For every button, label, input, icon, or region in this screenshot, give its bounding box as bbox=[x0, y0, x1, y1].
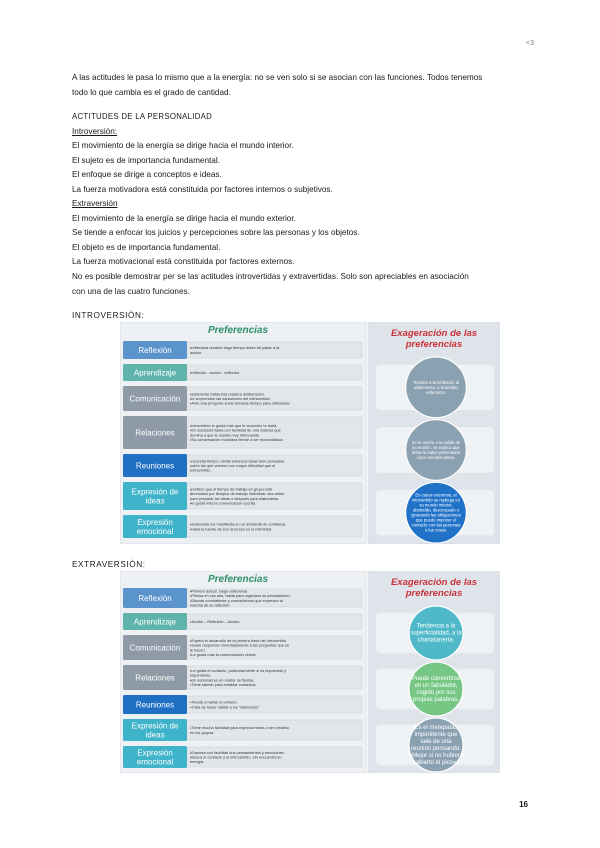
preference-description-line: •En sociedad es un orador de fiestas. bbox=[190, 677, 255, 683]
preference-row bbox=[123, 416, 362, 449]
preference-label: emocional bbox=[136, 527, 174, 536]
preference-description-line: •reflexión - acción - reflexión. bbox=[190, 370, 241, 375]
preference-row bbox=[123, 746, 362, 768]
preference-label: Aprendizaje bbox=[133, 368, 177, 378]
exaggeration-text-line: Es el metepatas bbox=[414, 725, 458, 731]
introversion-figure bbox=[120, 322, 500, 544]
preference-label: Reuniones bbox=[135, 461, 175, 471]
introversion-line: La fuerza motivadora está constituida por factores internos o subjetivos. bbox=[72, 184, 333, 194]
conclusion-line: No es posible demostrar per se las actitudes introvertidas y extravertidas. Solo son apreciables en asociación bbox=[72, 272, 469, 281]
preference-row bbox=[123, 719, 362, 741]
preference-description-line: domina a que le resulta muy interesante. bbox=[190, 432, 261, 438]
preference-description-line: •Discute combatiente y contradictorio que expresan la bbox=[190, 597, 283, 603]
preference-description-line: •necesita tiempo; simila entonces ideas bien pensadas bbox=[190, 458, 285, 464]
figure2-label: EXTRAVERSIÓN: bbox=[72, 560, 146, 569]
preference-row bbox=[123, 665, 362, 690]
preference-label: Expresión de bbox=[131, 487, 179, 497]
preference-label: Expresión bbox=[137, 518, 173, 527]
conclusion-line: con una de las cuatro funciones. bbox=[72, 286, 190, 296]
intro-paragraph bbox=[72, 71, 532, 100]
extraversion-line: Se tiende a enfocar los juicios y percepciones sobre las personas y los objetos. bbox=[72, 228, 360, 237]
preference-row bbox=[123, 454, 362, 477]
preference-description-line: espontáneo. bbox=[190, 672, 212, 678]
preference-row bbox=[123, 635, 362, 660]
exaggeration-text-line: reunión pensando: bbox=[411, 746, 461, 752]
preference-row bbox=[123, 613, 362, 630]
preference-description-line: para preparar las ideas o después para elaborarlas. bbox=[190, 495, 280, 501]
extraversion-line: El movimiento de la energía se dirige hacia el mundo exterior. bbox=[72, 213, 296, 223]
preference-row bbox=[123, 341, 362, 359]
preference-description-line: •Su conversación mundana tiende a ser monosilábica bbox=[190, 436, 283, 442]
intro-line: todo lo que cambia es el grado de cantidad. bbox=[72, 87, 231, 97]
preference-label: Reflexión bbox=[138, 346, 172, 355]
preference-label: Relaciones bbox=[135, 673, 175, 683]
exaggeration-text-line: la reunión, se explica que bbox=[412, 445, 460, 450]
exaggeration-title: preferencias bbox=[405, 339, 463, 350]
preference-label: emocional bbox=[136, 757, 174, 767]
preference-description-line: •Tiene talento para entablar contactos. bbox=[190, 681, 257, 687]
preference-description-line: •Tiende a hablar el primero. bbox=[190, 699, 238, 705]
preference-description-line: •Busca el contacto y el intercambio, ahí encuentra su bbox=[190, 754, 282, 760]
conclusion-paragraph bbox=[72, 270, 532, 299]
exaggeration-text-line: abierto el pico» bbox=[415, 760, 457, 766]
preference-description-line: •Le gusta más la comunicación verbal. bbox=[190, 651, 257, 657]
preference-row bbox=[123, 695, 362, 714]
preference-description-line: •prefiere que el tiempo de trabajo en grupo esté bbox=[190, 486, 273, 492]
figure1-label: INTROVERSIÓN: bbox=[72, 311, 145, 320]
exaggeration-text-line: cinco minutos antes. bbox=[416, 455, 456, 460]
preference-description-line: extravertido. bbox=[190, 467, 212, 473]
preference-description-line: •Ante una pregunta suele tomarse tiempo para reflexionar. bbox=[190, 400, 291, 406]
exaggeration-text-line: Puede convertirse bbox=[411, 676, 461, 682]
preference-description-line: acción. bbox=[190, 349, 203, 355]
exaggeration-text-line: sale de una bbox=[420, 739, 452, 745]
preference-row bbox=[123, 482, 362, 510]
exaggeration-text-line: aislamiento, a la timidez bbox=[413, 384, 459, 390]
preference-description-line: •Suele responder inmediatamente a las preguntas que se bbox=[190, 642, 290, 648]
exaggeration-text-line: Se le ocurre a la salida de bbox=[411, 440, 461, 445]
preference-description-line: •Halla la fuente de sus recursos en la intimidad. bbox=[190, 526, 273, 532]
exaggeration-text-line: propias palabras. bbox=[412, 697, 460, 703]
preference-description-line: energía. bbox=[190, 759, 205, 765]
exaggeration-item bbox=[376, 606, 494, 660]
exaggeration-text-line: que puede imponer el bbox=[415, 517, 457, 523]
exaggeration-text-line: debería haber presentado bbox=[411, 450, 461, 455]
exaggeration-title: Exageración de las bbox=[390, 328, 478, 339]
preference-label: Relaciones bbox=[135, 428, 175, 438]
preference-label: Reuniones bbox=[135, 700, 175, 710]
introversion-line: El enfoque se dirige a conceptos e ideas. bbox=[72, 170, 222, 179]
section-title: ACTITUDES DE LA PERSONALIDAD bbox=[72, 112, 213, 121]
exaggeration-text-line: charlatanería. bbox=[417, 637, 455, 644]
introversion-line: El sujeto es de importancia fundamental. bbox=[72, 155, 220, 165]
exaggeration-text-line: o las cosas. bbox=[424, 527, 448, 533]
preference-row bbox=[123, 515, 362, 538]
preference-description-line: sobre las que vuelven con mayor dificultad que el bbox=[190, 463, 276, 468]
preference-description-line: •solamente habla tras madura deliberación. bbox=[190, 391, 265, 397]
exaggeration-text-line: En casos extremos, el bbox=[415, 492, 457, 498]
exaggeration-text-line: superficialidad, a la bbox=[410, 630, 462, 637]
exaggeration-circle bbox=[409, 662, 463, 716]
preference-description-line: •solamente los manifiesta en un ambiente de confianza. bbox=[190, 521, 287, 527]
exaggeration-item bbox=[376, 482, 494, 543]
preference-description-line: •Primero actuar, luego reflexionar. bbox=[190, 588, 249, 594]
extraversion-section bbox=[72, 197, 532, 270]
exaggeration-text-line: su mundo interior, bbox=[419, 502, 453, 508]
preference-description-line: anunciado por tiempos de trabajo individual, sea antes bbox=[190, 491, 285, 497]
exaggeration-text-line: impenitente que bbox=[414, 732, 458, 738]
preference-row bbox=[123, 386, 362, 411]
preference-description-line: •Acción – Reflexión – Acción bbox=[190, 619, 240, 624]
preference-label: Comunicación bbox=[129, 643, 181, 653]
preference-row bbox=[123, 588, 362, 608]
exaggeration-item bbox=[376, 357, 494, 418]
exaggeration-title: Exageración de las bbox=[390, 577, 478, 588]
preference-label: Reflexión bbox=[138, 594, 172, 603]
extraversion-line: El objeto es de importancia fundamental. bbox=[72, 242, 221, 252]
preference-description-line: en los grupos. bbox=[190, 729, 215, 735]
preference-label: Aprendizaje bbox=[133, 617, 177, 627]
preference-label: Expresión de bbox=[131, 721, 179, 731]
intro-line: A las actitudes le pasa lo mismo que a la energía: no se ven solo si se asocian con las funciones. Todos tenemos bbox=[72, 73, 483, 82]
preference-description-line: •Trata de hacer hablar a los "silenciosis" bbox=[190, 704, 260, 710]
preference-description-line: •le sorprenden las variaciones del extravertido. bbox=[190, 396, 271, 401]
preference-description-line: •introvertido le gusta más que le anuncien la visita. bbox=[190, 423, 278, 429]
preference-label: Comunicación bbox=[129, 394, 181, 404]
personality-section bbox=[72, 110, 532, 197]
exaggeration-item bbox=[376, 420, 494, 481]
exaggeration-text-line: abstraído, desocupado o bbox=[412, 507, 460, 513]
preference-description-line: •Expera el desarrollo de la primera frase del introvertido. bbox=[190, 638, 288, 644]
exaggeration-text-line: enfermiza. bbox=[426, 389, 446, 395]
exaggeration-text-line: cogido por sus bbox=[416, 690, 456, 696]
exaggeration-item bbox=[376, 718, 494, 772]
introversion-heading: Introversión: bbox=[72, 126, 118, 136]
exaggeration-text-line: contacto con las personas bbox=[411, 522, 461, 528]
exaggeration-text-line: Tendencia a la bbox=[416, 623, 456, 630]
exaggeration-text-line: en un fabulador, bbox=[414, 683, 458, 689]
extraversion-figure bbox=[120, 571, 500, 773]
extraversion-line: La fuerza motivacional está constituida por factores externos. bbox=[72, 257, 295, 266]
exaggeration-text-line: Tienden a la inhibición al bbox=[413, 379, 459, 385]
preference-label: Expresión bbox=[137, 748, 173, 758]
preference-description-line: •le gusta más la comunicación escrita. bbox=[190, 500, 257, 506]
page-number: 16 bbox=[519, 800, 528, 809]
exaggeration-text-line: «Mejor si no hubiera bbox=[408, 753, 464, 759]
preference-description-line: •Piensa en voz alta, habla para organizar su pensamiento. bbox=[190, 593, 291, 599]
introversion-line: El movimiento de la energía se dirige hacia el mundo interior. bbox=[72, 141, 294, 150]
preferences-title: Preferencias bbox=[208, 325, 269, 336]
page-header-mark: <3 bbox=[526, 40, 534, 47]
preference-description-line: le hacen. bbox=[190, 647, 206, 653]
preferences-title: Preferencias bbox=[208, 574, 269, 585]
preference-description-line: •reflexiona durante largo tiempo antes de pasar a la bbox=[190, 345, 280, 351]
preference-row bbox=[123, 364, 362, 381]
preference-description-line: •Le gusta el contacto, particularmente si es imprevisto y bbox=[190, 668, 287, 674]
exaggeration-item bbox=[376, 662, 494, 716]
exaggeration-text-line: ignorando las obligaciones bbox=[411, 512, 461, 518]
preference-description-line: •Tiene mucha facilidad para expresar ideas o ser creativo bbox=[190, 725, 289, 731]
exaggeration-text-line: introvertido se repliega en bbox=[411, 497, 461, 503]
preference-label: ideas bbox=[145, 496, 165, 506]
preference-description-line: •Expresa con facilidad sus pensamientos y emociones. bbox=[190, 749, 285, 755]
preference-label: ideas bbox=[145, 730, 165, 740]
extraversion-heading: Extraversión bbox=[72, 199, 118, 208]
preference-description-line: •En sociedad habla con facilidad de una materia que bbox=[190, 427, 281, 433]
exaggeration-title: preferencias bbox=[405, 588, 463, 599]
preference-description-line: marcha de su reflexión. bbox=[190, 602, 231, 608]
